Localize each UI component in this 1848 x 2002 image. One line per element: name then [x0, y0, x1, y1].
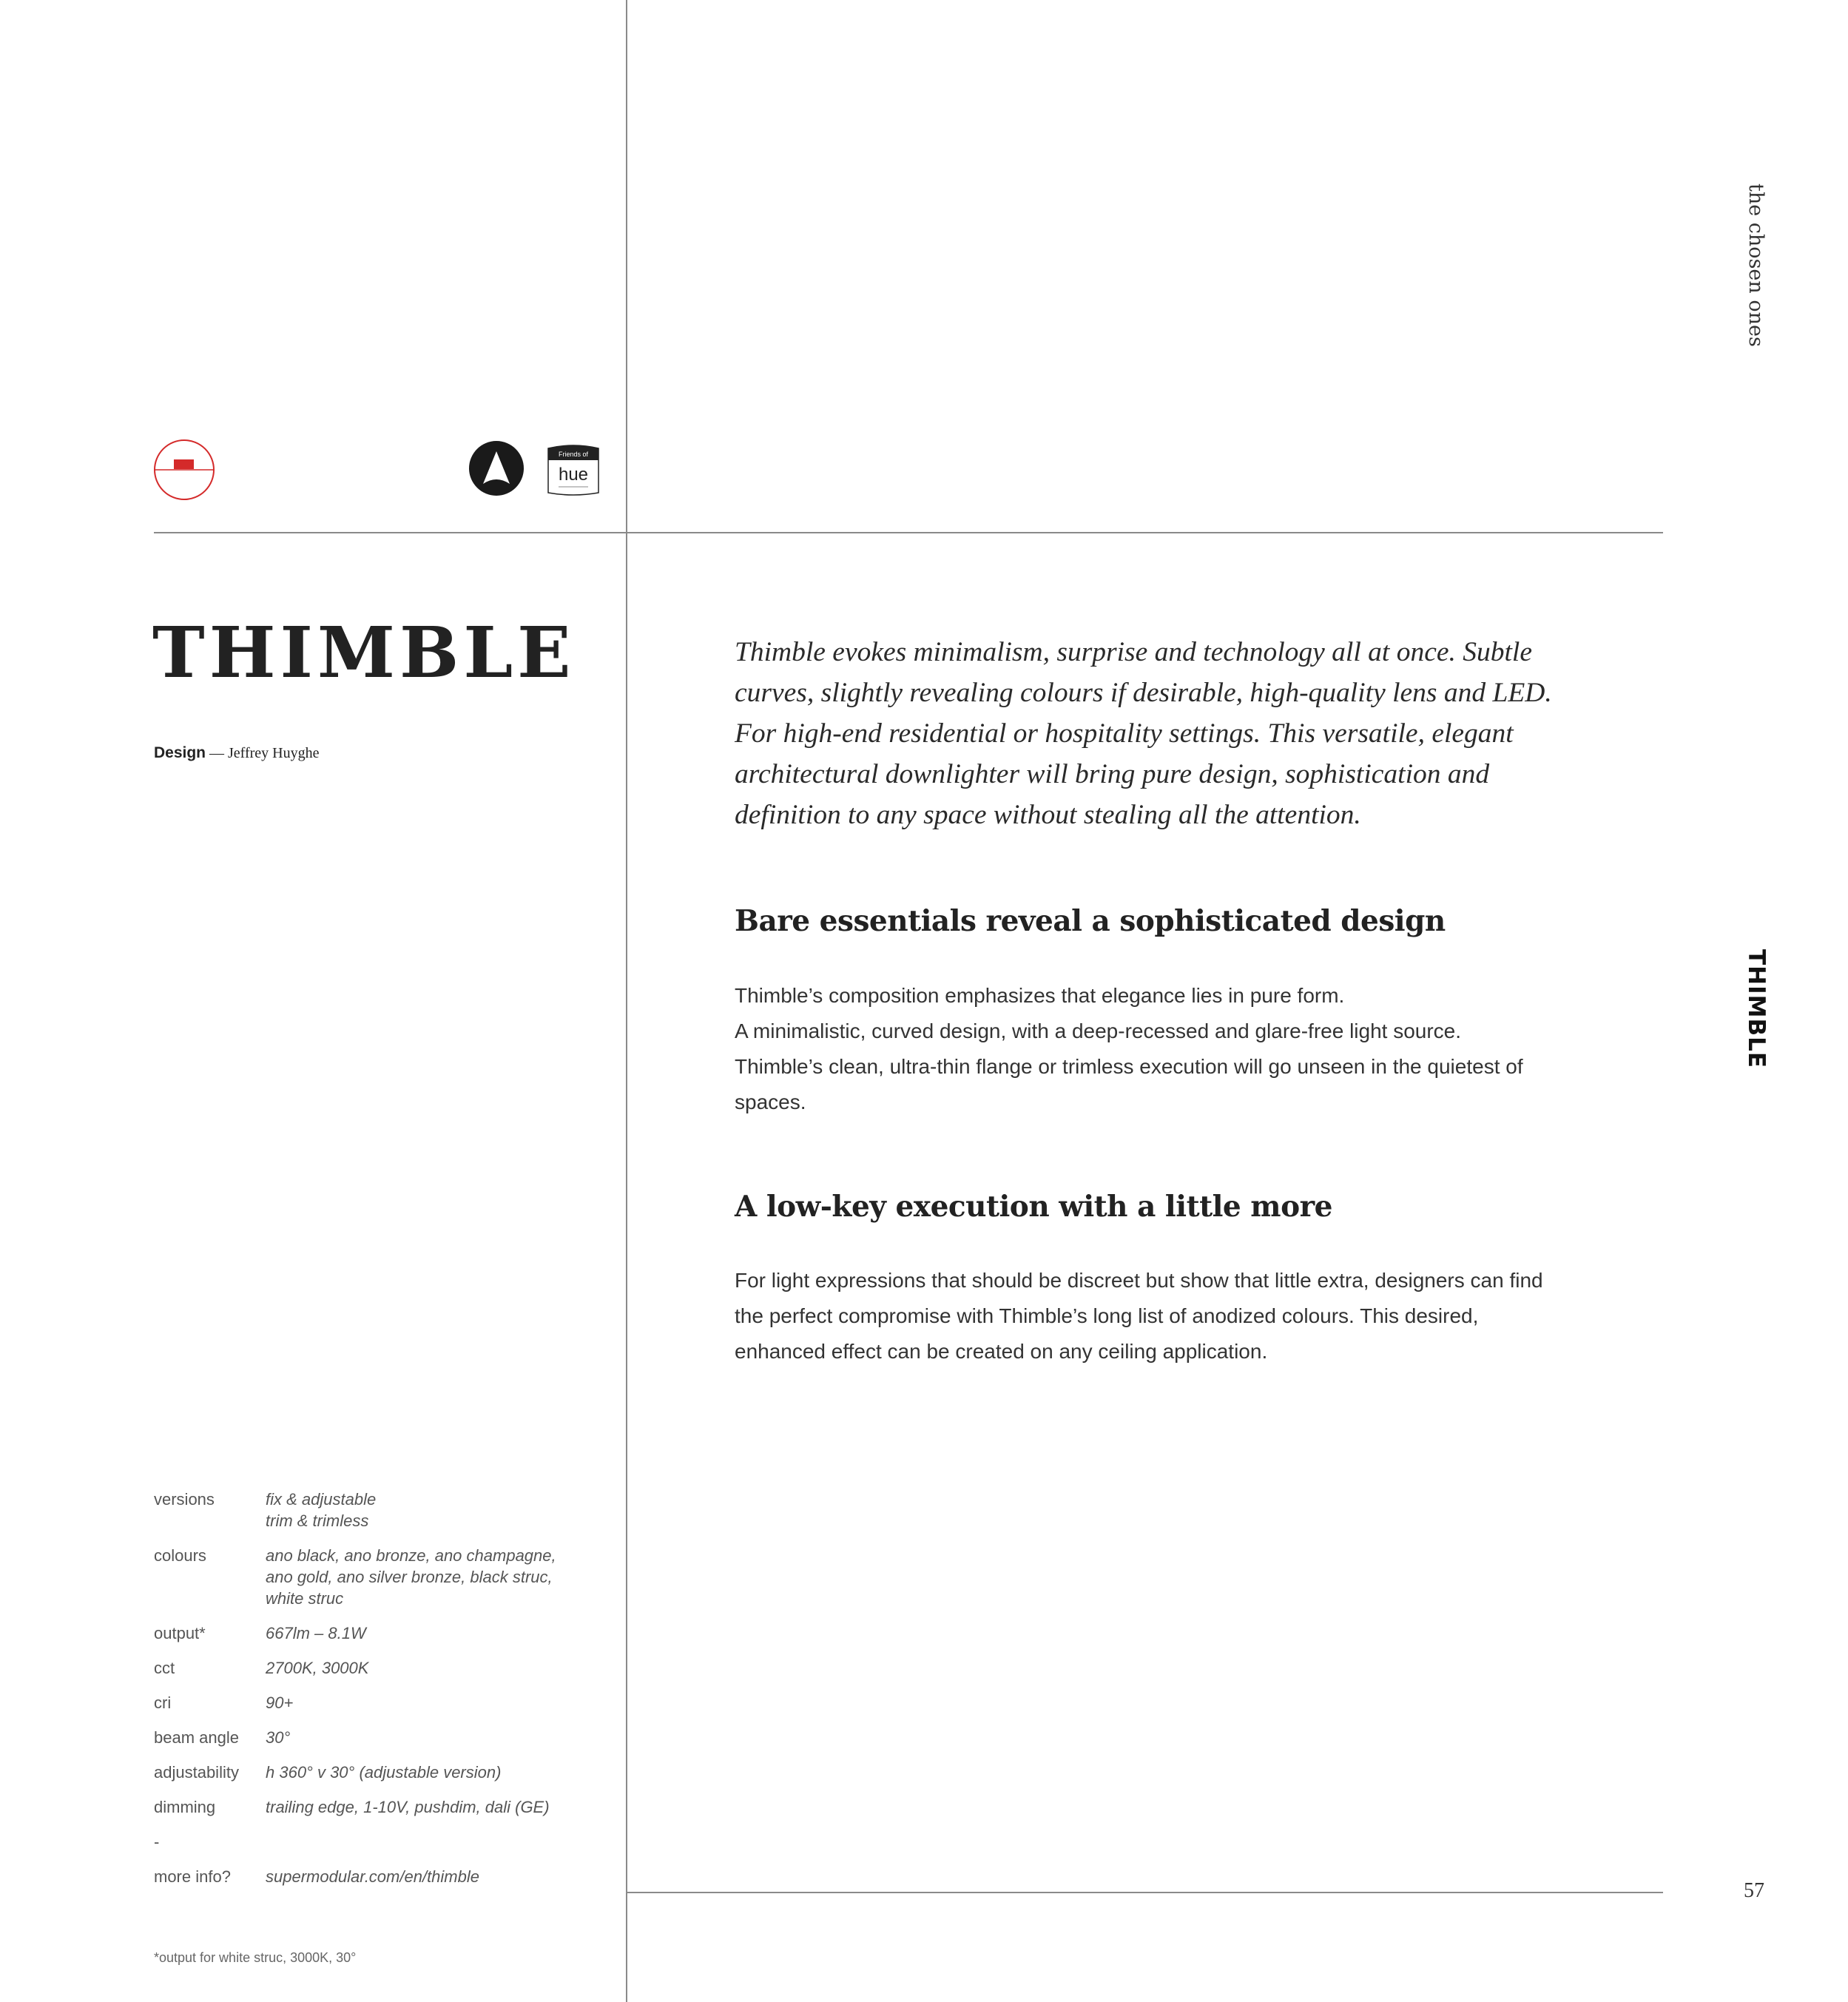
friends-of-hue-badge-icon — [547, 442, 600, 497]
section-body — [735, 978, 1548, 1120]
spec-key: versions — [154, 1490, 215, 1509]
section-body — [735, 1263, 1548, 1369]
spec-row — [154, 1762, 598, 1783]
spec-value-line: 2700K, 3000K — [266, 1659, 369, 1677]
spec-key: cct — [154, 1659, 175, 1677]
thimble-logo-icon — [153, 439, 215, 501]
spec-row — [154, 1831, 598, 1853]
spec-value-line: supermodular.com/en/thimble — [266, 1867, 479, 1886]
spec-key: adjustability — [154, 1763, 239, 1782]
section-heading: A low-key execution with a little more — [735, 1190, 1332, 1224]
spec-value — [266, 1796, 550, 1818]
spec-key: - — [154, 1833, 160, 1851]
hue-badge-main-text: hue — [558, 465, 589, 485]
spec-value-line: 30° — [266, 1728, 291, 1747]
spec-row — [154, 1727, 598, 1748]
spec-value-line: ano black, ano bronze, ano champagne, — [266, 1546, 556, 1565]
spec-key: colours — [154, 1546, 206, 1565]
spec-value — [266, 1545, 556, 1609]
page-number: 57 — [1744, 1879, 1764, 1902]
spec-key: more info? — [154, 1867, 231, 1886]
spec-value — [266, 1692, 293, 1713]
spec-table — [154, 1489, 598, 1901]
spec-value-line: 90+ — [266, 1693, 294, 1712]
spec-value — [266, 1762, 501, 1783]
spec-value-line: h 360° v 30° (adjustable version) — [266, 1763, 502, 1782]
hue-badge-top-text: Friends of — [558, 451, 589, 458]
footnote: *output for white struc, 3000K, 30° — [154, 1950, 357, 1965]
spec-key: output* — [154, 1624, 206, 1642]
spec-value-line: white struc — [266, 1589, 344, 1608]
spec-row — [154, 1692, 598, 1713]
spec-value-line: ano gold, ano silver bronze, black struc, — [266, 1568, 553, 1586]
spec-key: dimming — [154, 1798, 216, 1816]
architect-badge-icon — [469, 441, 524, 496]
designer-name: Jeffrey Huyghe — [228, 745, 320, 761]
vertical-divider — [626, 0, 627, 2002]
side-tagline: the chosen ones — [1744, 183, 1767, 347]
spec-row — [154, 1796, 598, 1818]
spec-value-line: trim & trimless — [266, 1511, 369, 1530]
spec-row — [154, 1866, 598, 1887]
spec-key: cri — [154, 1693, 172, 1712]
spec-value — [266, 1657, 368, 1679]
spec-value — [266, 1489, 376, 1531]
spec-row — [154, 1657, 598, 1679]
intro-paragraph: Thimble evokes minimalism, surprise and technology all at once. Subtle curves, slightly revealing colours if desirable, high-quality lens and LED. For high-end residential or hospitality settings. This versatile, elegant architectural downlighter will bring pure design, sophistication and definition to any space without stealing all the attention. — [735, 637, 1552, 830]
spec-value[interactable] — [266, 1866, 479, 1887]
designer-label: Design — [154, 744, 206, 761]
designer-credit — [154, 744, 320, 762]
designer-separator: — — [206, 745, 229, 761]
section-line: Thimble’s composition emphasizes that elegance lies in pure form. — [735, 984, 1345, 1007]
spec-row — [154, 1489, 598, 1531]
spec-key: beam angle — [154, 1728, 239, 1747]
section-line: A minimalistic, curved design, with a deep-recessed and glare-free light source. Thimble’s clean, ultra-thin flange or trimless execution will go unseen in the quietest of spaces. — [735, 1019, 1523, 1113]
spec-value — [266, 1727, 290, 1748]
side-product-title: THIMBLE — [1743, 949, 1770, 1069]
spec-value-line: fix & adjustable — [266, 1490, 377, 1509]
section-heading: Bare essentials reveal a sophisticated design — [735, 904, 1446, 938]
bottom-divider — [627, 1892, 1663, 1893]
spec-row — [154, 1545, 598, 1609]
top-divider — [154, 532, 1663, 533]
spec-value-line: trailing edge, 1-10V, pushdim, dali (GE) — [266, 1798, 550, 1816]
product-title: THIMBLE — [152, 612, 576, 694]
spec-value-line: 667lm – 8.1W — [266, 1624, 366, 1642]
section-line: For light expressions that should be discreet but show that little extra, designers can find the perfect compromise with Thimble’s long list of anodized colours. This desired, enhanced effect can be created on any ceiling application. — [735, 1269, 1543, 1363]
spec-value — [266, 1622, 366, 1644]
spec-row — [154, 1622, 598, 1644]
